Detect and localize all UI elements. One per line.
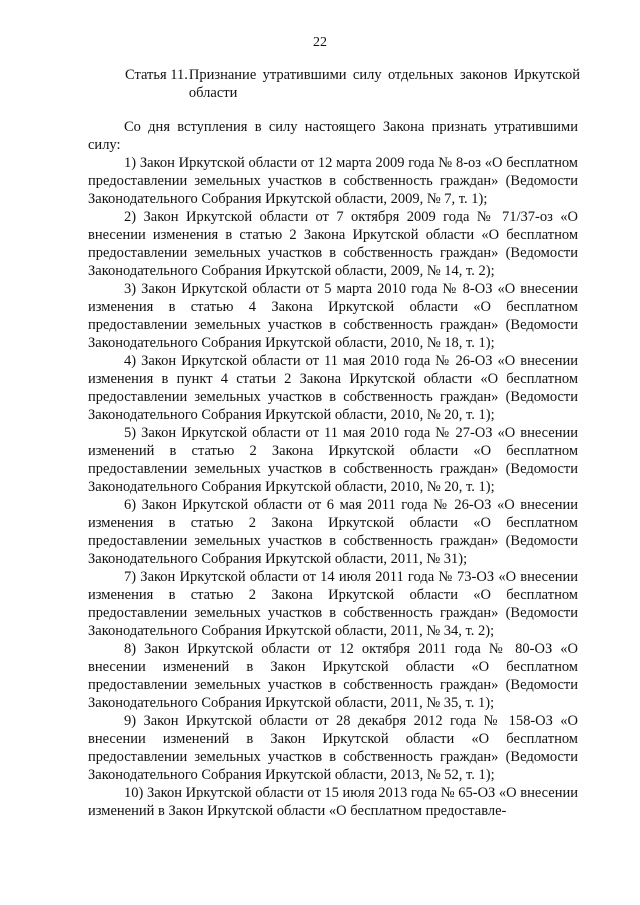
list-item-4: 4) Закон Иркутской области от 11 мая 2010 года № 26-ОЗ «О внесении изменения в пункт 4 статьи 2 Закона Иркутской области «О бесплатном предоставлении земельных участков в собственность граждан» (Ведомости Законодательного Собрания Иркутской области, 2010, № 20, т. 1); bbox=[88, 353, 578, 423]
list-item-5: 5) Закон Иркутской области от 11 мая 2010 года № 27-ОЗ «О внесении изменений в статью 2 Закона Иркутской области «О бесплатном предоставлении земельных участков в собственность граждан» (Ведомости Законодательного Собрания Иркутской области, 2010, № 20, т. 1); bbox=[88, 425, 578, 495]
list-item-9: 9) Закон Иркутской области от 28 декабря 2012 года № 158-ОЗ «О внесении изменений в Закон Иркутской области «О бесплатном предоставлении земельных участков в собственность граждан» (Ведомости Законодательного Собрания Иркутской области, 2013, № 52, т. 1); bbox=[88, 713, 578, 783]
article-heading bbox=[125, 66, 580, 102]
article-label: Статья 11. bbox=[125, 67, 188, 83]
list-item-3: 3) Закон Иркутской области от 5 марта 2010 года № 8-ОЗ «О внесении изменения в статью 4 Закона Иркутской области «О бесплатном предоставлении земельных участков в собственность граждан» (Ведомости Законодательного Собрания Иркутской области, 2010, № 18, т. 1); bbox=[88, 281, 578, 351]
page-number: 22 bbox=[313, 35, 327, 50]
list-item-1: 1) Закон Иркутской области от 12 марта 2009 года № 8-оз «О бесплатном предоставлении земельных участков в собственность граждан» (Ведомости Законодательного Собрания Иркутской области, 2009, № 7, т. 1); bbox=[88, 155, 578, 207]
article-body bbox=[88, 118, 578, 820]
list-item-7: 7) Закон Иркутской области от 14 июля 2011 года № 73-ОЗ «О внесении изменения в статью 2 Закона Иркутской области «О бесплатном предоставлении земельных участков в собственность граждан» (Ведомости Законодательного Собрания Иркутской области, 2011, № 34, т. 2); bbox=[88, 569, 578, 639]
list-item-2: 2) Закон Иркутской области от 7 октября 2009 года № 71/37-оз «О внесении изменения в статью 2 Закона Иркутской области «О бесплатном предоставлении земельных участков в собственность граждан» (Ведомости Законодательного Собрания Иркутской области, 2009, № 14, т. 2); bbox=[88, 209, 578, 279]
list-item-8: 8) Закон Иркутской области от 12 октября 2011 года № 80-ОЗ «О внесении изменений в Закон Иркутской области «О бесплатном предоставлении земельных участков в собственность граждан» (Ведомости Законодательного Собрания Иркутской области, 2011, № 35, т. 1); bbox=[88, 641, 578, 711]
intro-paragraph: Со дня вступления в силу настоящего Закона признать утратившими силу: bbox=[88, 119, 578, 153]
list-item-10: 10) Закон Иркутской области от 15 июля 2013 года № 65-ОЗ «О внесении изменений в Закон Иркутской области «О бесплатном предоставле- bbox=[88, 785, 579, 819]
article-title: Признание утратившими силу отдельных законов Иркутской области bbox=[188, 67, 580, 101]
list-item-6: 6) Закон Иркутской области от 6 мая 2011 года № 26-ОЗ «О внесении изменения в статью 2 Закона Иркутской области «О бесплатном предоставлении земельных участков в собственность граждан» (Ведомости Законодательного Собрания Иркутской области, 2011, № 31); bbox=[88, 497, 578, 567]
